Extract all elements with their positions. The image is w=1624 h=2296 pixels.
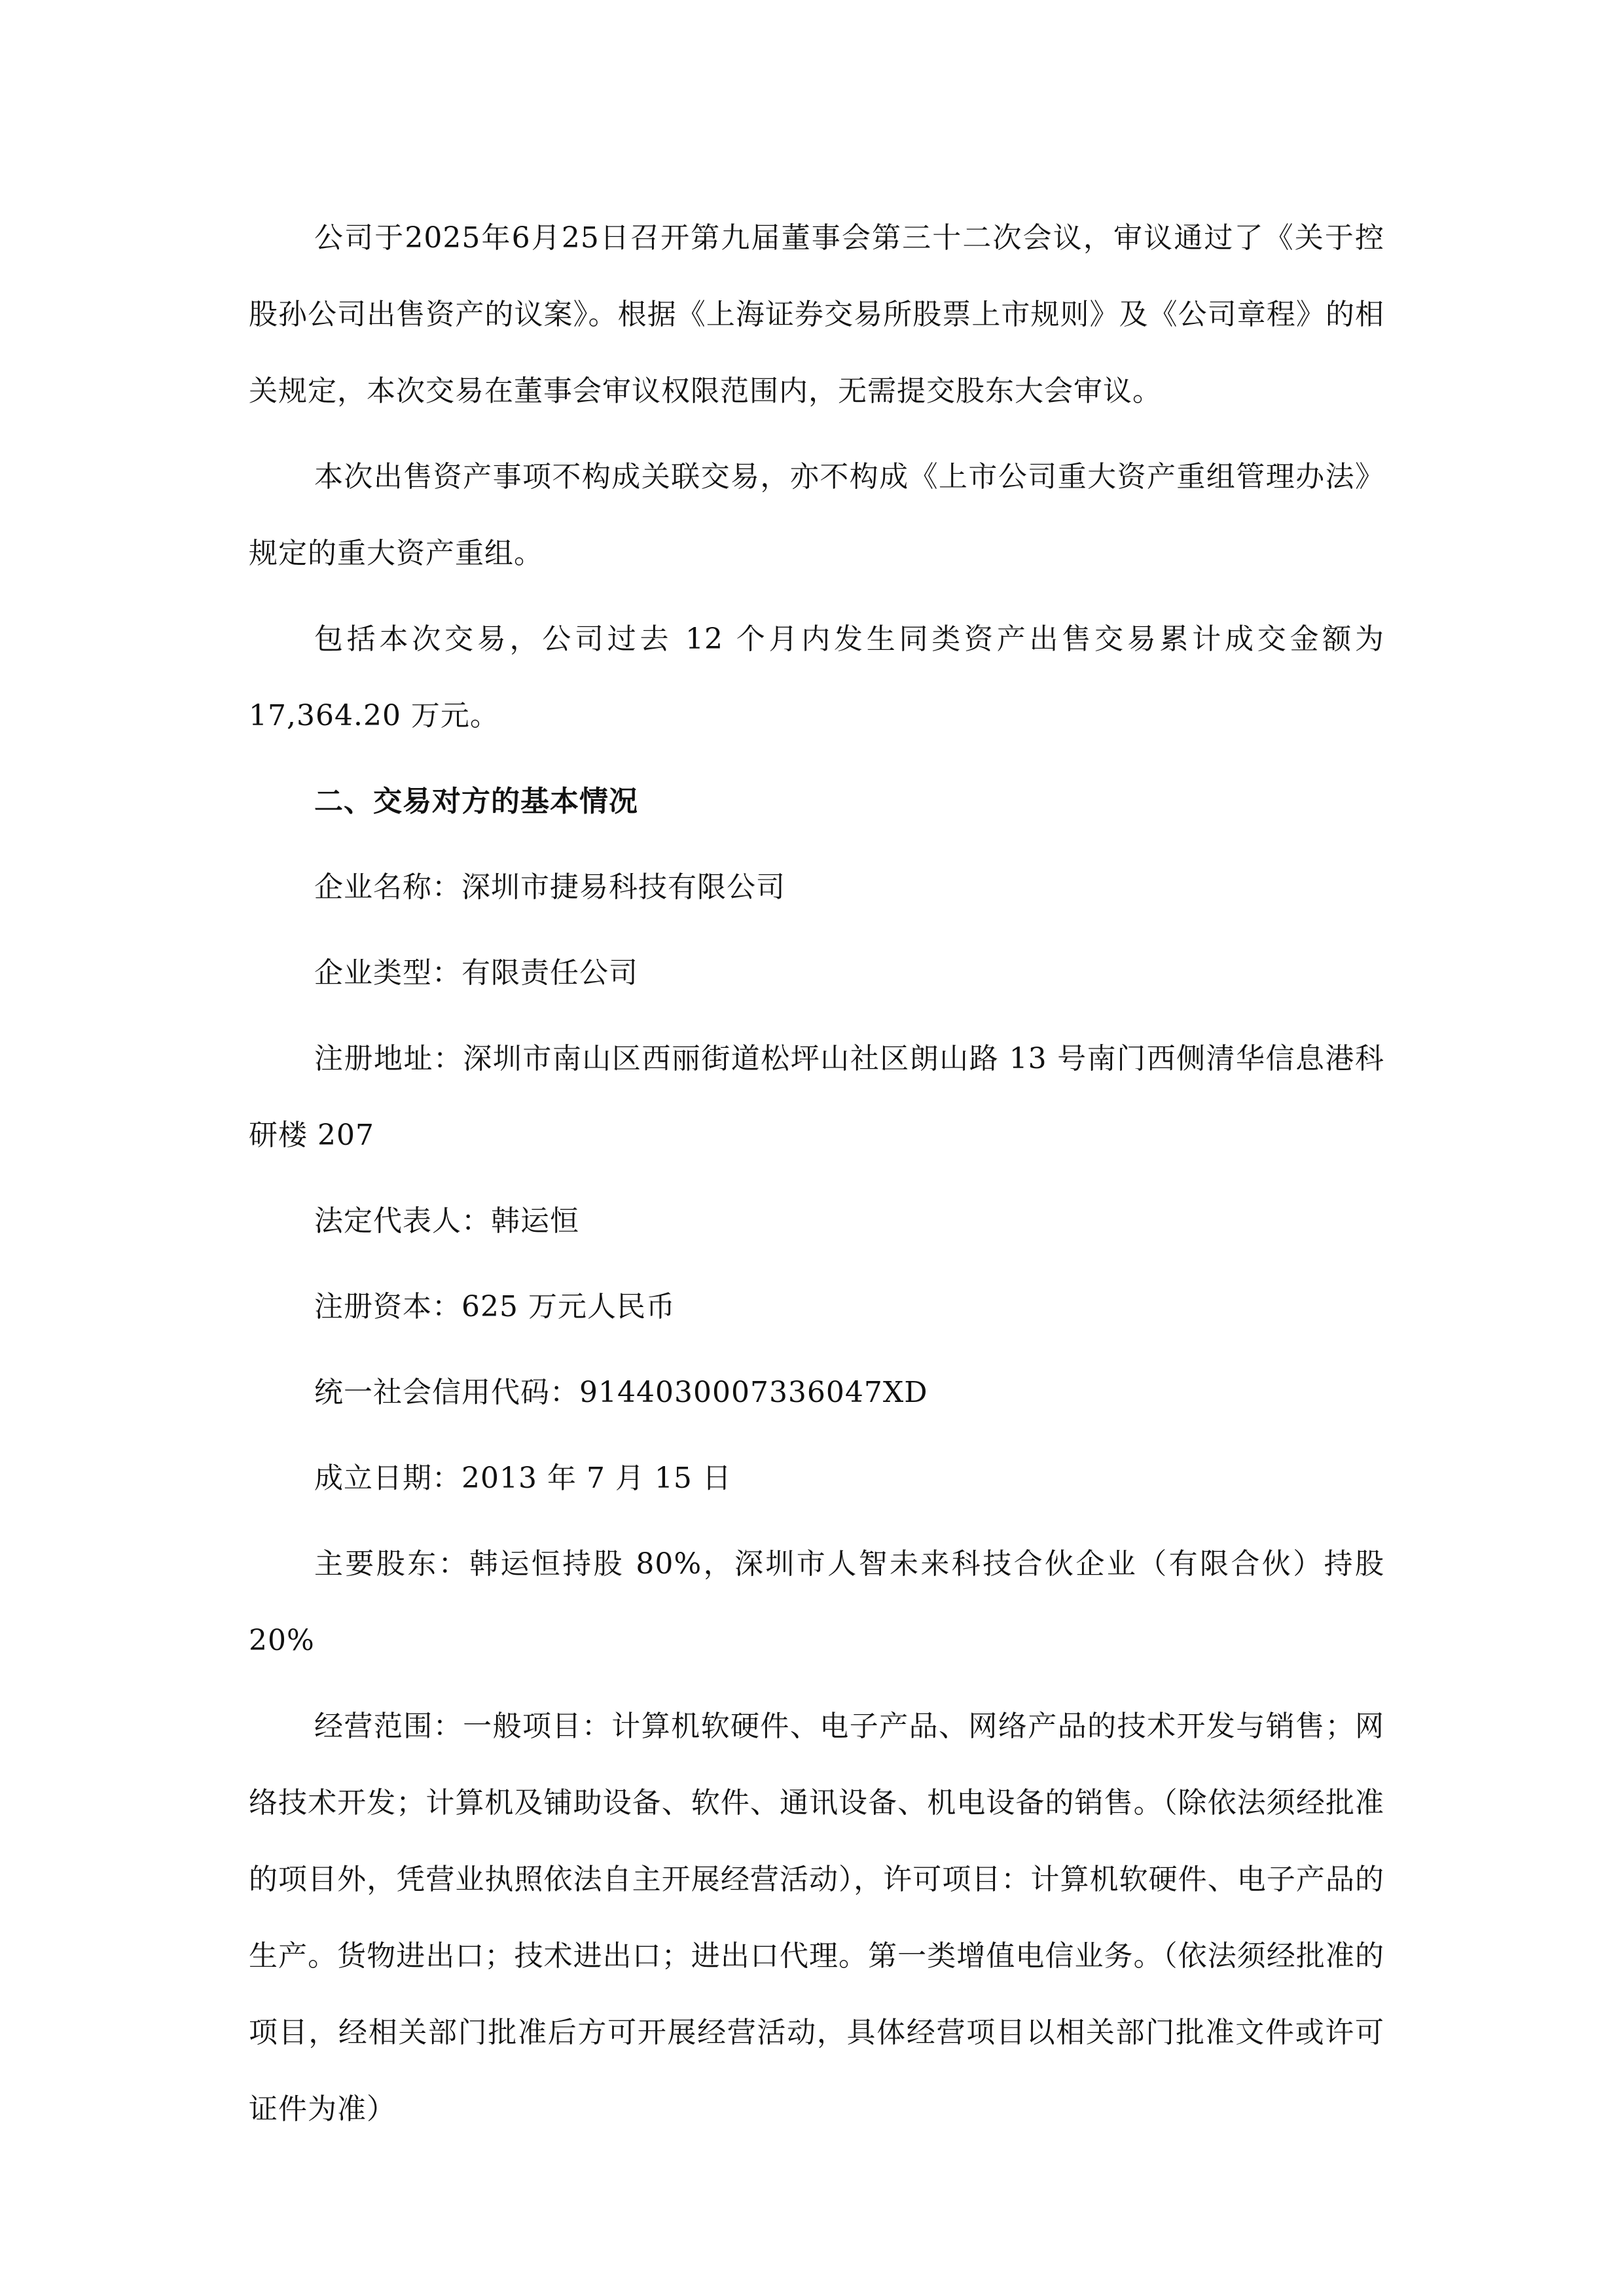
paragraph-not-related-transaction: 本次出售资产事项不构成关联交易，亦不构成《上市公司重大资产重组管理办法》规定的重大资产重组。 <box>249 460 1384 570</box>
section-heading-counterparty: 二、交易对方的基本情况 <box>314 785 638 818</box>
document-body <box>249 200 1384 2157</box>
field-company-type: 企业类型：有限责任公司 <box>314 956 638 990</box>
field-established-date: 成立日期：2013 年 7 月 15 日 <box>314 1462 732 1495</box>
field-registered-address: 注册地址：深圳市南山区西丽街道松坪山社区朗山路 13 号南门西侧清华信息港科研楼 207 <box>249 1042 1384 1152</box>
paragraph-cumulative-amount: 包括本次交易，公司过去 12 个月内发生同类资产出售交易累计成交金额为 17,364.20 万元。 <box>249 622 1384 732</box>
paragraph-board-approval: 公司于2025年6月25日召开第九届董事会第三十二次会议，审议通过了《关于控股孙公司出售资产的议案》。根据《上海证券交易所股票上市规则》及《公司章程》的相关规定，本次交易在董事会审议权限范围内，无需提交股东大会审议。 <box>249 221 1384 408</box>
field-registered-capital: 注册资本：625 万元人民币 <box>314 1290 676 1323</box>
field-business-scope: 经营范围：一般项目：计算机软硬件、电子产品、网络产品的技术开发与销售；网络技术开发；计算机及铺助设备、软件、通讯设备、机电设备的销售。（除依法须经批准的项目外，凭营业执照依法自主开展经营活动），许可项目：计算机软硬件、电子产品的生产。货物进出口；技术进出口；进出口代理。第一类增值电信业务。（依法须经批准的项目，经相关部门批准后方可开展经营活动，具体经营项目以相关部门批准文件或许可证件为准） <box>249 1710 1384 2126</box>
field-company-name: 企业名称：深圳市捷易科技有限公司 <box>314 870 785 904</box>
field-credit-code: 统一社会信用代码：9144030007336047XD <box>314 1376 928 1409</box>
field-major-shareholders: 主要股东：韩运恒持股 80%，深圳市人智未来科技合伙企业（有限合伙）持股 20% <box>249 1547 1384 1657</box>
field-legal-representative: 法定代表人：韩运恒 <box>314 1204 579 1238</box>
